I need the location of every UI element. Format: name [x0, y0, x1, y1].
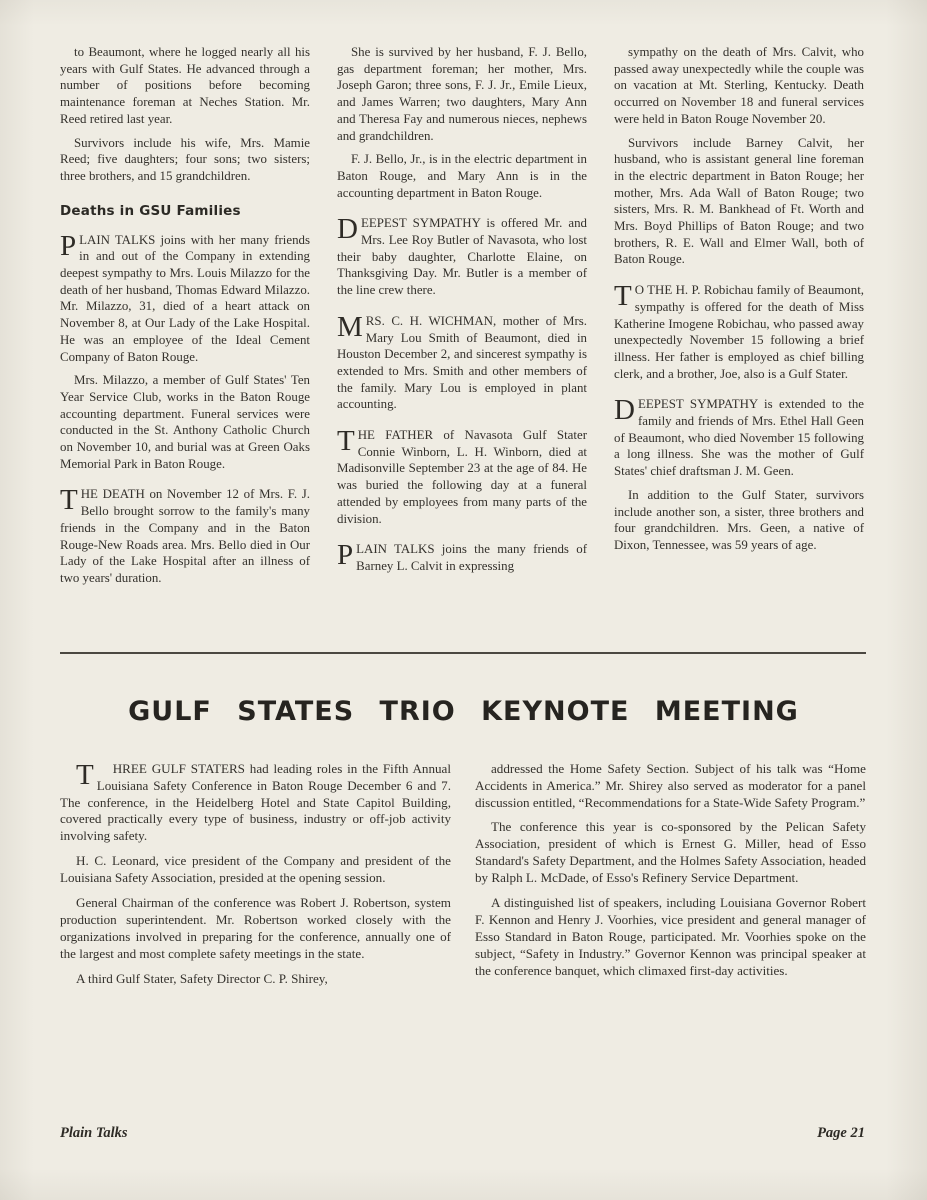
obituary-paragraph [337, 215, 587, 299]
obituary-paragraph [614, 396, 864, 480]
drop-cap: T [76, 758, 94, 791]
obituary-paragraph [337, 541, 587, 574]
drop-cap: M [337, 310, 363, 343]
deaths-column-1 [60, 44, 310, 594]
article-paragraph: The conference this year is co-sponsored by the Pelican Safety Association, president of which is Ernest G. Miller, head of Esso Standard's Safety Department, and the Holmes Safety Association, headed by Ralph L. McDade, of Esso's Refinery Service Department. [475, 819, 866, 886]
obituary-paragraph: Survivors include his wife, Mrs. Mamie Reed; five daughters; four sons; two sisters; three brothers, and 15 grandchildren. [60, 135, 310, 183]
deaths-heading: Deaths in GSU Families [60, 202, 241, 219]
drop-cap: T [337, 425, 355, 458]
article-paragraph: General Chairman of the conference was Robert J. Robertson, system production superintendent. Mr. Robertson worked closely with the organizations involved in preparing for the conference, annually one of the largest and most complete safety meetings in the state. [60, 895, 451, 961]
publication-name: Plain Talks [60, 1125, 128, 1141]
page-footer [60, 1125, 865, 1142]
article-headline: GULF STATES TRIO KEYNOTE MEETING [128, 695, 799, 727]
obituary-paragraph: She is survived by her husband, F. J. Bello, gas department foreman; her mother, Mrs. Joseph Garon; three sons, F. J. Jr., Emile Lieux, and James Warren; two daughters, Mary Ann and Theresa Fay and numerous nieces, nephews and grandchildren. [337, 45, 587, 143]
obituary-paragraph [337, 310, 587, 413]
article-paragraph: A third Gulf Stater, Safety Director C. P. Shirey, [76, 970, 328, 986]
drop-cap: T [60, 484, 78, 517]
obituary-paragraph [614, 282, 864, 382]
obituary-paragraph [60, 486, 310, 586]
page-number: Page 21 [817, 1125, 865, 1141]
paragraph-text: LAIN TALKS joins with her many friends in and out of the Company in extending deepest sympathy to Mrs. Louis Milazzo for the death of her husband, Thomas Edward Milazzo. Mr. Milazzo, 31, died of a heart attack on November 8, at Our Lady of the Lake Hospital. He was an employee of the Ideal Cement Company of Baton Rouge. [60, 232, 310, 364]
paragraph-text: EEPEST SYMPATHY is offered Mr. and Mrs. Lee Roy Butler of Navasota, who lost their baby daughter, Charlotte Elaine, on Thanksgiving Day. Mr. Butler is a member of the line crew there. [337, 216, 587, 298]
drop-cap: P [337, 539, 354, 572]
paragraph-text: HREE GULF STATERS had leading roles in the Fifth Annual Louisiana Safety Conference in Baton Rouge December 6 and 7. The conference, in the Heidelberg Hotel and State Capitol Building, covered practically every type of business, industry or off-job activity involving safety. [60, 760, 451, 844]
paragraph-text: HE DEATH on November 12 of Mrs. F. J. Bello brought sorrow to the family's many friends in the Company and in the Baton Rouge-New Roads area. Mrs. Bello died in Our Lady of the Lake Hospital after an illness of two years' duration. [60, 487, 310, 585]
meeting-column-2 [475, 761, 866, 996]
obituary-paragraph: Mrs. Milazzo, a member of Gulf States' Ten Year Service Club, works in the Baton Rouge accounting department. Funeral services were conducted in the St. Anthony Catholic Church on November 10, and burial was at Green Oaks Memorial Park in Baton Rouge. [60, 373, 310, 471]
obituary-paragraph: F. J. Bello, Jr., is in the electric department in Baton Rouge, and Mary Ann is in the accounting department in Baton Rouge. [337, 152, 587, 200]
paragraph-text: LAIN TALKS joins the many friends of Barney L. Calvit in expressing [356, 542, 587, 573]
paragraph-text: O THE H. P. Robichau family of Beaumont, sympathy is offered for the death of Miss Katherine Imogene Robichau, who passed away unexpectedly November 15 following a brief illness. Her father is employed as chief billing clerk, and a brother, Joe, also is a Gulf Stater. [614, 283, 864, 381]
deaths-column-2 [337, 44, 587, 594]
obituary-paragraph: Survivors include Barney Calvit, her husband, who is assistant general line foreman in the electric department in Baton Rouge; her mother, Mrs. Ada Wall of Baton Rouge; two sisters, Mrs. R. M. Bankhead of Ft. Worth and Mrs. Boyd Phillips of Baton Rouge; and two brothers, R. E. Wall and Elmer Wall, both of Baton Rouge. [614, 135, 864, 267]
obituary-paragraph: sympathy on the death of Mrs. Calvit, who passed away unexpectedly while the couple was on vacation at Mt. Sterling, Kentucky. Death occurred on November 18 and funeral services were held in Baton Rouge November 20. [614, 45, 864, 126]
obituary-paragraph: to Beaumont, where he logged nearly all his years with Gulf States. He advanced through a number of positions before becoming maintenance foreman at Neches Station. Mr. Reed retired last year. [60, 45, 310, 126]
article-paragraph: H. C. Leonard, vice president of the Company and president of the Louisiana Safety Association, presided at the opening session. [60, 853, 451, 886]
drop-cap: D [614, 394, 635, 427]
drop-cap: T [614, 280, 632, 313]
paragraph-text: HE FATHER of Navasota Gulf Stater Connie Winborn, L. H. Winborn, died at Madisonville September 23 at the age of 84. He was buried the following day at a funeral attended by employees from many parts of the division. [337, 428, 587, 526]
obituary-paragraph: In addition to the Gulf Stater, survivors include another son, a sister, three brothers and four grandchildren. Mrs. Geen, a native of Dixon, Tennessee, was 59 years of age. [614, 487, 864, 552]
meeting-section [0, 727, 927, 996]
article-paragraph [60, 758, 451, 846]
deaths-column-3 [614, 44, 864, 594]
drop-cap: D [337, 213, 358, 246]
article-paragraph: A distinguished list of speakers, including Louisiana Governor Robert F. Kennon and Henry J. Voorhies, vice president and general manager of Esso Standard in Baton Rouge, participated. Mr. Voorhies spoke on the subject, “Safety in Industry.” Governor Kennon was principal speaker at the conference banquet, which climaxed first-day activities. [475, 895, 866, 978]
obituary-paragraph [337, 427, 587, 527]
obituary-paragraph [60, 229, 310, 366]
drop-cap: P [60, 229, 77, 262]
paragraph-text: EEPEST SYMPATHY is extended to the family and friends of Mrs. Ethel Hall Geen of Beaumont, who died November 15 following a long illness. She was the mother of Gulf States' chief draftsman J. M. Geen. [614, 397, 864, 479]
article-paragraph: addressed the Home Safety Section. Subject of his talk was “Home Accidents in America.” Mr. Shirey also served as moderator for a panel discussion entitled, “Recommendations for a State-Wide Safety Program.” [475, 760, 866, 810]
meeting-column-1 [60, 758, 451, 996]
deaths-section [0, 0, 927, 594]
section-divider [60, 652, 866, 654]
paragraph-text: RS. C. H. WICHMAN, mother of Mrs. Mary Lou Smith of Beaumont, died in Houston December 2, and sincerest sympathy is extended to Mrs. Smith and other members of the family. Mary Lou is employed in plant accounting. [337, 313, 587, 412]
